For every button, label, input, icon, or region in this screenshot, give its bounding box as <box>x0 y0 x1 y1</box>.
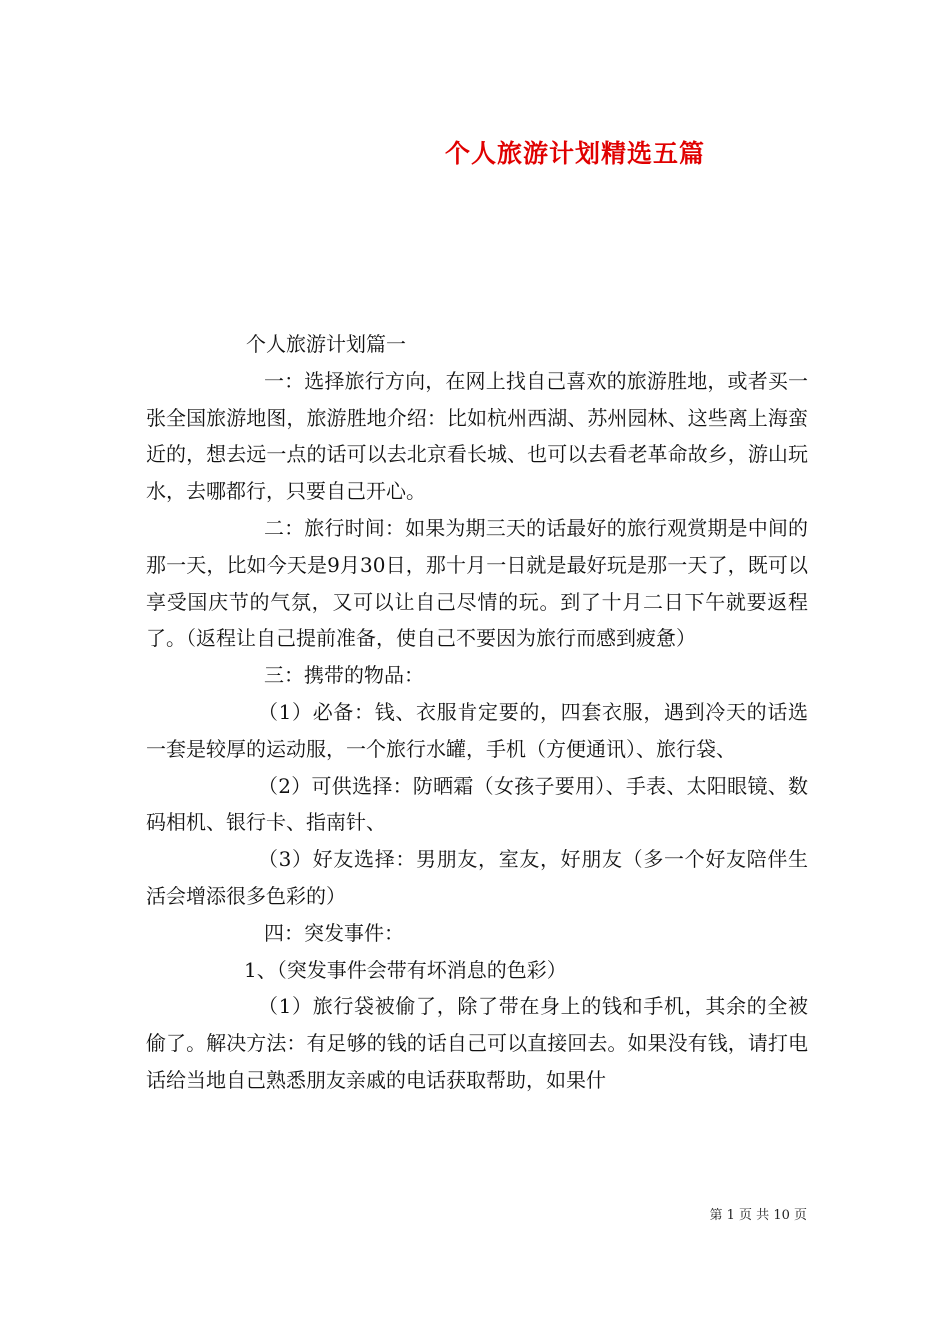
paragraph-items-friends: （3）好友选择：男朋友，室友，好朋友（多一个好友陪伴生活会增添很多色彩的） <box>146 847 808 908</box>
paragraph-emergency-1: 1、（突发事件会带有坏消息的色彩） <box>244 957 567 982</box>
page-number: 第 1 页 共 10 页 <box>709 1208 807 1223</box>
document-body <box>146 326 808 1099</box>
paragraph-emergency-heading: 四：突发事件： <box>264 920 404 945</box>
document-title: 个人旅游计划精选五篇 <box>444 139 705 168</box>
paragraph-items-heading: 三：携带的物品： <box>264 663 424 688</box>
paragraph-destination: 一：选择旅行方向，在网上找自己喜欢的旅游胜地，或者买一张全国旅游地图，旅游胜地介绍：比如杭州西湖、苏州园林、这些离上海蛮近的，想去远一点的话可以去北京看长城、也可以去看老革命故乡，游山玩水，去哪都行，只要自己开心。 <box>146 368 808 504</box>
paragraph-emergency-1-1: （1）旅行袋被偷了，除了带在身上的钱和手机，其余的全被偷了。解决方法：有足够的钱的话自己可以直接回去。如果没有钱，请打电话给当地自己熟悉朋友亲戚的电话获取帮助，如果什 <box>146 994 808 1092</box>
paragraph-time: 二：旅行时间：如果为期三天的话最好的旅行观赏期是中间的那一天，比如今天是9月30日，那十月一日就是最好玩是那一天了，既可以享受国庆节的气氛，又可以让自己尽情的玩。到了十月二日下午就要返程了。（返程让自己提前准备，使自己不要因为旅行而感到疲惫） <box>146 515 808 651</box>
paragraph-items-optional: （2）可供选择：防晒霜（女孩子要用）、手表、太阳眼镜、数码相机、银行卡、指南针、 <box>146 773 808 835</box>
section-heading: 个人旅游计划篇一 <box>246 332 406 356</box>
paragraph-items-essential: （1）必备：钱、衣服肯定要的，四套衣服，遇到冷天的话选一套是较厚的运动服，一个旅行水罐，手机（方便通讯）、旅行袋、 <box>146 699 808 761</box>
